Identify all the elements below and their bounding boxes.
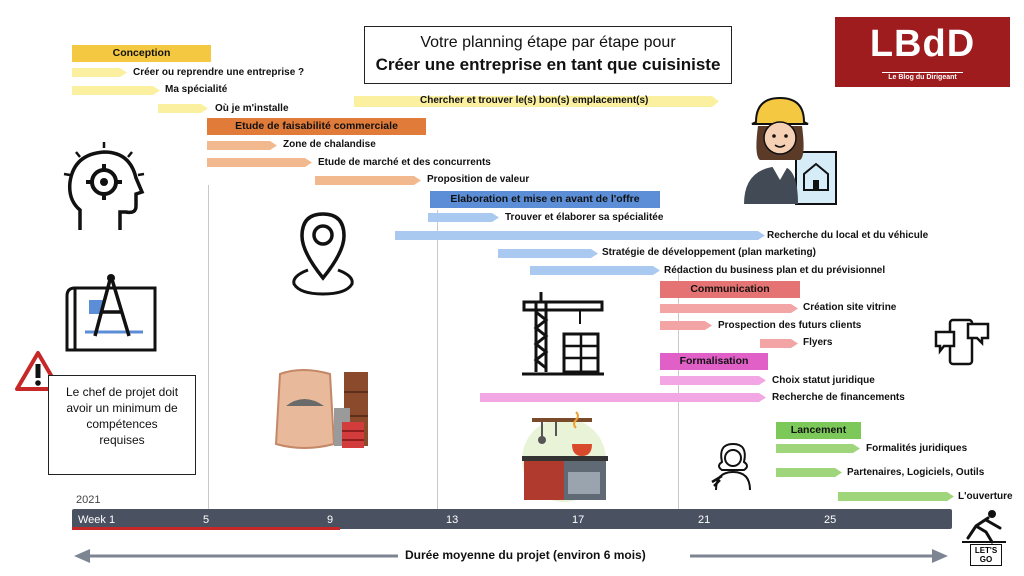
task-label: Partenaires, Logiciels, Outils (847, 467, 985, 478)
note-text: Le chef de projet doit avoir un minimum de compétences requises (65, 385, 179, 447)
task-bar (838, 492, 954, 501)
week-tick: 25 (824, 514, 837, 526)
lets-go-label: LET'S GO (970, 544, 1002, 566)
task-bar (760, 339, 798, 348)
runner-start-icon (962, 508, 1006, 544)
task-label: Ma spécialité (165, 84, 228, 95)
logo-subtitle: Le Blog du Dirigeant (882, 72, 962, 82)
location-pin-icon (290, 208, 356, 298)
construction-crane-icon (520, 290, 606, 376)
week-tick: 9 (327, 514, 334, 526)
phase-faisabilite-header: Etude de faisabilité commerciale (207, 118, 426, 135)
task-label: Rédaction du business plan et du prévisionnel (664, 265, 886, 276)
blueprint-compass-icon (65, 272, 157, 356)
phase-formalisation-header: Formalisation (660, 353, 768, 370)
kitchen-icon (518, 408, 610, 504)
task-label: Etude de marché et des concurrents (318, 157, 491, 168)
task-bar (480, 393, 766, 402)
task-label: Formalités juridiques (866, 443, 968, 454)
title-box (364, 26, 732, 84)
task-label: Recherche de financements (772, 392, 905, 403)
week-tick: Week 1 (78, 514, 116, 526)
task-bar (530, 266, 660, 275)
phase-communication-header: Communication (660, 281, 800, 298)
phase-conception-header: Conception (72, 45, 211, 62)
duration-label: Durée moyenne du projet (environ 6 mois) (405, 548, 646, 562)
task-bar (776, 444, 860, 453)
week-tick: 21 (698, 514, 711, 526)
lbdd-logo[interactable] (835, 17, 1010, 87)
chat-smartphone-icon (934, 316, 990, 368)
task-label: Zone de chalandise (283, 139, 376, 150)
task-bar (207, 158, 312, 167)
week-tick: 5 (203, 514, 210, 526)
building-materials-icon (272, 362, 376, 454)
task-bar (158, 104, 208, 113)
task-label: Recherche du local et du véhicule (767, 230, 929, 241)
task-bar (660, 304, 798, 313)
task-label: Trouver et élaborer sa spécialitée (505, 212, 664, 223)
task-bar (660, 376, 766, 385)
task-label: Proposition de valeur (427, 174, 530, 185)
task-label: Prospection des futurs clients (718, 320, 862, 331)
task-bar (395, 231, 765, 240)
year-label: 2021 (76, 494, 101, 506)
task-label: Chercher et trouver le(s) bon(s) emplacement(s) (420, 95, 649, 106)
head-gear-icon (60, 140, 150, 240)
task-bar (660, 321, 712, 330)
task-bar (207, 141, 277, 150)
title-line-2: Créer une entreprise en tant que cuisiniste (375, 55, 721, 74)
task-label: Création site vitrine (803, 302, 897, 313)
week-tick: 13 (446, 514, 459, 526)
task-label: Choix statut juridique (772, 375, 875, 386)
task-bar (72, 68, 127, 77)
project-manager-note (48, 375, 196, 475)
task-bar (428, 213, 499, 222)
task-label: Stratégie de développement (plan marketing) (602, 247, 816, 258)
phase-elaboration-header: Elaboration et mise en avant de l'offre (430, 191, 660, 208)
task-bar (72, 86, 160, 95)
phase-lancement-header: Lancement (776, 422, 861, 439)
week-tick: 17 (572, 514, 585, 526)
task-label: L'ouverture (958, 491, 1013, 502)
week-5-gridline (208, 185, 209, 510)
logo-text: LBdD (869, 23, 976, 65)
judge-lawyer-icon (710, 440, 756, 492)
progress-indicator (72, 527, 340, 530)
task-bar (498, 249, 598, 258)
woman-engineer-icon (736, 94, 840, 206)
task-label: Créer ou reprendre une entreprise ? (133, 67, 305, 78)
task-bar (315, 176, 421, 185)
task-label: Où je m'installe (215, 103, 289, 114)
task-bar (776, 468, 842, 477)
title-line-1: Votre planning étape par étape pour (420, 34, 676, 51)
week-13-gridline (437, 210, 438, 510)
task-label: Flyers (803, 337, 833, 348)
